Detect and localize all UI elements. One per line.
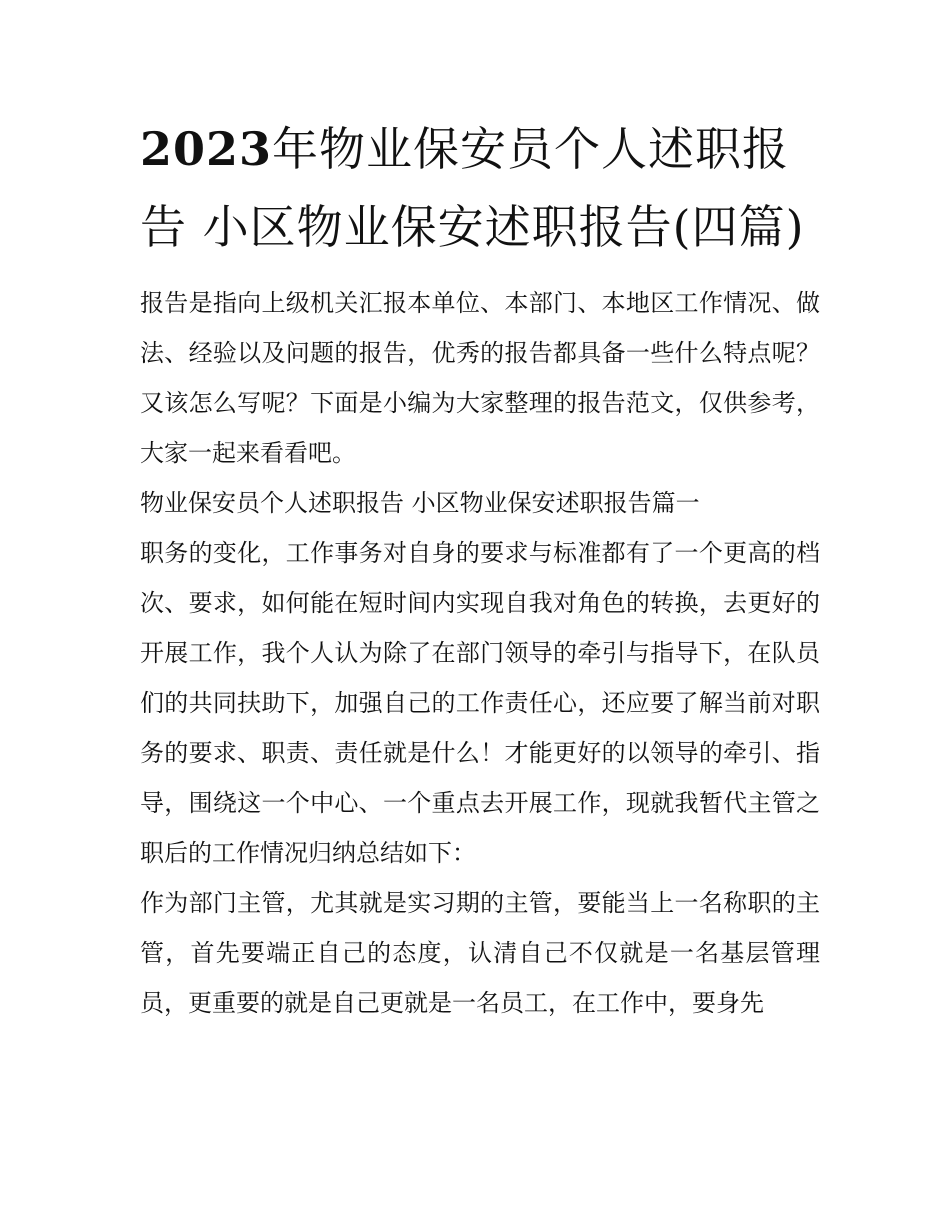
body-paragraph-1: 职务的变化，工作事务对自身的要求与标准都有了一个更高的档次、要求，如何能在短时间内实现自我对角色的转换，去更好的开展工作，我个人认为除了在部门领导的牵引与指导下，在队员们的共同扶助下，加强自己的工作责任心，还应要了解当前对职务的要求、职责、责任就是什么！才能更好的以领导的牵引、指导，围绕这一个中心、一个重点去开展工作，现就我暂代主管之职后的工作情况归纳总结如下： [140,539,820,867]
section-heading: 物业保安员个人述职报告 小区物业保安述职报告篇一 [140,489,700,517]
document-title [140,110,820,266]
document-page [140,110,820,1028]
title-year: 2023 [140,122,273,176]
body-paragraph-2: 作为部门主管，尤其就是实习期的主管，要能当上一名称职的主管，首先要端正自己的态度，认清自己不仅就是一名基层管理员，更重要的就是自己更就是一名员工，在工作中，要身先 [140,889,820,1017]
intro-paragraph: 报告是指向上级机关汇报本单位、本部门、本地区工作情况、做法、经验以及问题的报告，优秀的报告都具备一些什么特点呢？又该怎么写呢？下面是小编为大家整理的报告范文，仅供参考，大家一起来看看吧。 [140,289,820,467]
title-text: 年物业保安员个人述职报告 小区物业保安述职报告(四篇) [140,122,805,254]
